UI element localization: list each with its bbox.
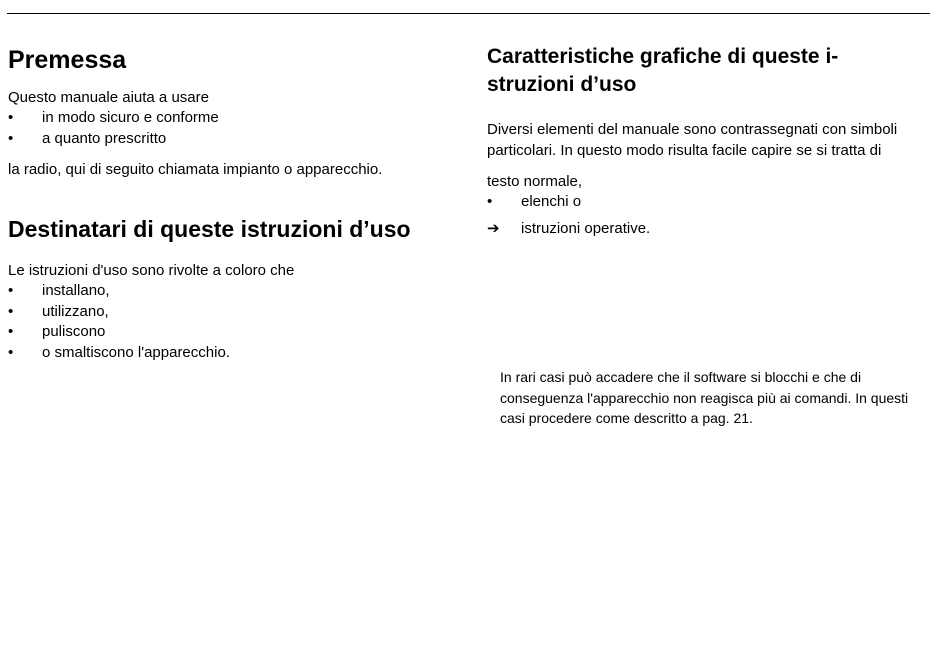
list-item-text: a quanto prescritto (42, 129, 167, 147)
destinatari-intro: Le istruzioni d'uso sono rivolte a coloro che (8, 262, 295, 279)
list-item-text: o smaltiscono l'apparecchio. (42, 343, 230, 361)
premessa-title: Premessa (8, 46, 127, 74)
caratteristiche-title-line2: struzioni d’uso (487, 73, 637, 96)
bullet-icon: • (8, 302, 14, 320)
left-column (8, 40, 458, 363)
list-item-text: in modo sicuro e conforme (42, 109, 219, 126)
caratteristiche-intro: Diversi elementi del manuale sono contrassegnati con simboli particolari. In questo modo risulta facile capire se si tratta di (487, 121, 898, 159)
operative-instruction-text: istruzioni operative. (521, 219, 651, 237)
software-note: In rari casi può accadere che il software si blocchi e che di conseguenza l'apparecchio non reagisca più ai comandi. In questi casi procedere come descritto a pag. 21. (500, 369, 909, 426)
caratteristiche-title-line1: Caratteristiche grafiche di queste i- (487, 45, 839, 68)
list-item-text: utilizzano, (42, 302, 109, 320)
list-item-text: puliscono (42, 323, 106, 340)
list-item (487, 192, 927, 213)
list-item (8, 281, 458, 302)
destinatari-list (8, 281, 458, 363)
list-item (8, 302, 458, 323)
caratteristiche-list (487, 192, 927, 213)
top-rule (7, 13, 930, 14)
arrow-right-icon: ➔ (487, 219, 500, 237)
list-item (8, 129, 458, 150)
bullet-icon: • (8, 282, 14, 299)
list-item (8, 108, 458, 129)
section-destinatari (8, 214, 458, 363)
section-premessa (8, 43, 458, 180)
list-item-text: installano, (42, 282, 110, 299)
premessa-outro: la radio, qui di seguito chiamata impianto o apparecchio. (8, 161, 383, 178)
list-item (8, 322, 458, 343)
destinatari-title: Destinatari di queste istruzioni d’uso (8, 216, 411, 242)
operative-instruction (487, 219, 927, 239)
list-item-text: elenchi o (521, 193, 582, 210)
bullet-icon: • (8, 323, 14, 340)
premessa-list (8, 108, 458, 149)
bullet-icon: • (8, 129, 14, 147)
caratteristiche-title (487, 43, 927, 99)
list-item (8, 343, 458, 364)
section-caratteristiche (487, 43, 927, 239)
premessa-intro: Questo manuale aiuta a usare (8, 89, 209, 106)
right-column (487, 40, 927, 239)
normal-text-example: testo normale, (487, 173, 583, 190)
bullet-icon: • (8, 343, 14, 361)
bullet-icon: • (8, 109, 14, 126)
bullet-icon: • (487, 193, 493, 210)
